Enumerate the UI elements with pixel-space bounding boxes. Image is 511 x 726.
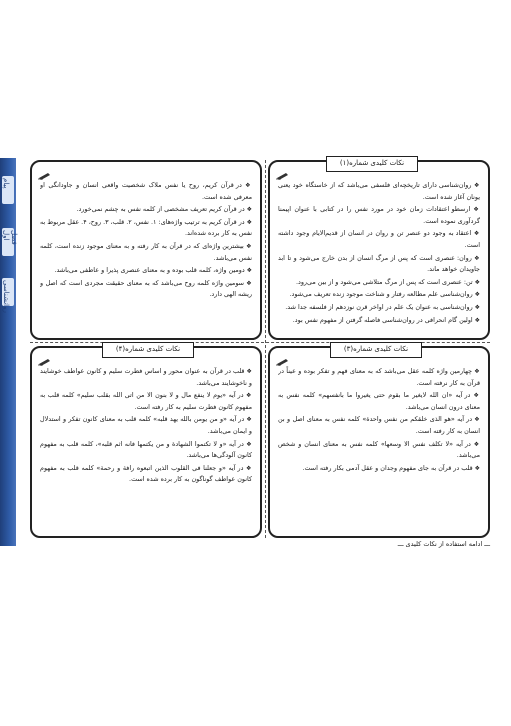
key-point: ❖ در آیه «هو الذی خلقکم من نفس واحدة» کلمه نفس به معنای اصل و بن انسان به کار رفته است. (278, 414, 480, 437)
spine-label: پیام (2, 176, 14, 204)
key-point: ❖ روان‌شناسی به عنوان یک علم در اواخر قرن نوزدهم از فلسفه جدا شد. (278, 302, 480, 314)
key-point: ❖ ارسطو اعتقادات زمان خود در مورد نفس را در کتابی با عنوان اپیمنا گردآوری نموده است. (278, 204, 480, 227)
key-point: ❖ دومین واژه، کلمه قلب بوده و به معنای عنصری پذیرا و عاطفی می‌باشد. (40, 265, 252, 277)
key-point: ❖ چهارمین واژه کلمه عقل می‌باشد که به معنای فهم و تفکر بوده و عیناً در قرآن به کار نرفته است. (278, 366, 480, 389)
box-content (40, 366, 252, 530)
key-point: ❖ در آیه «و من یومن بالله یهد قلبه» کلمه قلب به معنای کانون تفکر و استدلال و ایمان می‌باشد. (40, 414, 252, 437)
key-point: ❖ قلب در قرآن به عنوان محور و اساس فطرت سلیم و کانون عواطف خوشایند و ناخوشایند می‌باشد. (40, 366, 252, 389)
key-point: ❖ سومین واژه کلمه روح می‌باشد که به معنای حقیقت مجردی است که اصل و ریشه الهی دارد. (40, 278, 252, 301)
key-points-box-2 (30, 160, 262, 340)
key-point: ❖ روان‌شناسی دارای تاریخچه‌ای فلسفی می‌باشد که از خاستگاه خود یعنی یونان آغاز شده است. (278, 180, 480, 203)
key-point: ❖ اعتقاد به وجود دو عنصر تن و روان در انسان از قدیم‌الایام وجود داشته است. (278, 228, 480, 251)
key-point: ❖ در قرآن کریم به ترتیب واژه‌های: ۱. نفس، ۲. قلب، ۳. روح، ۴. عقل مربوط به نفس به کار برده شده‌اند. (40, 217, 252, 240)
box-content (278, 366, 480, 530)
pen-icon (276, 358, 290, 366)
pen-icon (38, 358, 52, 366)
box-title: نکات کلیدی شماره(۳) (330, 342, 422, 358)
key-point: ❖ در آیه «و جعلنا فی القلوب الذین اتبعوه رافة و رحمة» کلمه قلب به مفهوم کانون عواطف گوناگون به کار برده شده است. (40, 463, 252, 486)
blank-top-area (0, 0, 511, 150)
box-title: نکات کلیدی شماره(۱) (326, 156, 418, 172)
key-point: ❖ در آیه «لا تکلف نفس الا وسعها» کلمه نفس به معنای انسان و شخص می‌باشد. (278, 439, 480, 462)
key-point: ❖ روان: عنصری است که پس از مرگ انسان از بدن خارج می‌شود و تا ابد جاویدان خواهد ماند. (278, 253, 480, 276)
spine-label: فصل اول (2, 228, 14, 256)
book-spine (0, 158, 16, 546)
vertical-dashed-divider (265, 160, 266, 538)
pen-icon (276, 172, 290, 180)
key-point: ❖ در آیه «و لا تکتموا الشهادة و من یکتمها فانه اثم قلبه»، کلمه قلب به مفهوم کانون آلودگی‌ها می‌باشد. (40, 439, 252, 462)
box-content (278, 180, 480, 332)
key-points-box-1 (268, 160, 490, 340)
box-title: نکات کلیدی شماره(۴) (102, 342, 194, 358)
key-point: ❖ در آیه «یوم لا ینفع مال و لا بنون الا من اتی الله بقلب سلیم» کلمه قلب به مفهوم کانون فطرت سلیم به کار رفته است. (40, 390, 252, 413)
spine-label: روانشناسی (2, 278, 14, 306)
pen-icon (38, 172, 52, 180)
document-page (0, 150, 511, 550)
key-point: ❖ روان‌شناسی علم مطالعه رفتار و شناخت موجود زنده تعریف می‌شود. (278, 289, 480, 301)
key-point: ❖ قلب در قرآن به جای مفهوم وجدان و عقل آدمی بکار رفته است. (278, 463, 480, 475)
key-point: ❖ اولین گام انحرافی در روان‌شناسی فاصله گرفتن از مفهوم نفس بود. (278, 315, 480, 327)
key-points-box-4 (30, 346, 262, 538)
key-point: ❖ بیشترین واژه‌ای که در قرآن به کار رفته و به معنای موجود زنده است، کلمه نفس می‌باشد. (40, 241, 252, 264)
key-points-box-3 (268, 346, 490, 538)
key-point: ❖ در قرآن کریم تعریف مشخصی از کلمه نفس به چشم نمی‌خورد. (40, 204, 252, 216)
page-footer-text: ـــ ادامه استفاده از نکات کلیدی ـــ (397, 540, 490, 548)
box-content (40, 180, 252, 332)
key-point: ❖ در قرآن کریم، روح یا نفس ملاک شخصیت واقعی انسان و جاودانگی او معرفی شده است. (40, 180, 252, 203)
key-point: ❖ در آیه «ان الله لایغیر ما بقوم حتی یغیروا ما بانفسهم» کلمه نفس به معنای درون انسان می‌باشد. (278, 390, 480, 413)
key-point: ❖ تن: عنصری است که پس از مرگ متلاشی می‌شود و از بین می‌رود. (278, 277, 480, 289)
